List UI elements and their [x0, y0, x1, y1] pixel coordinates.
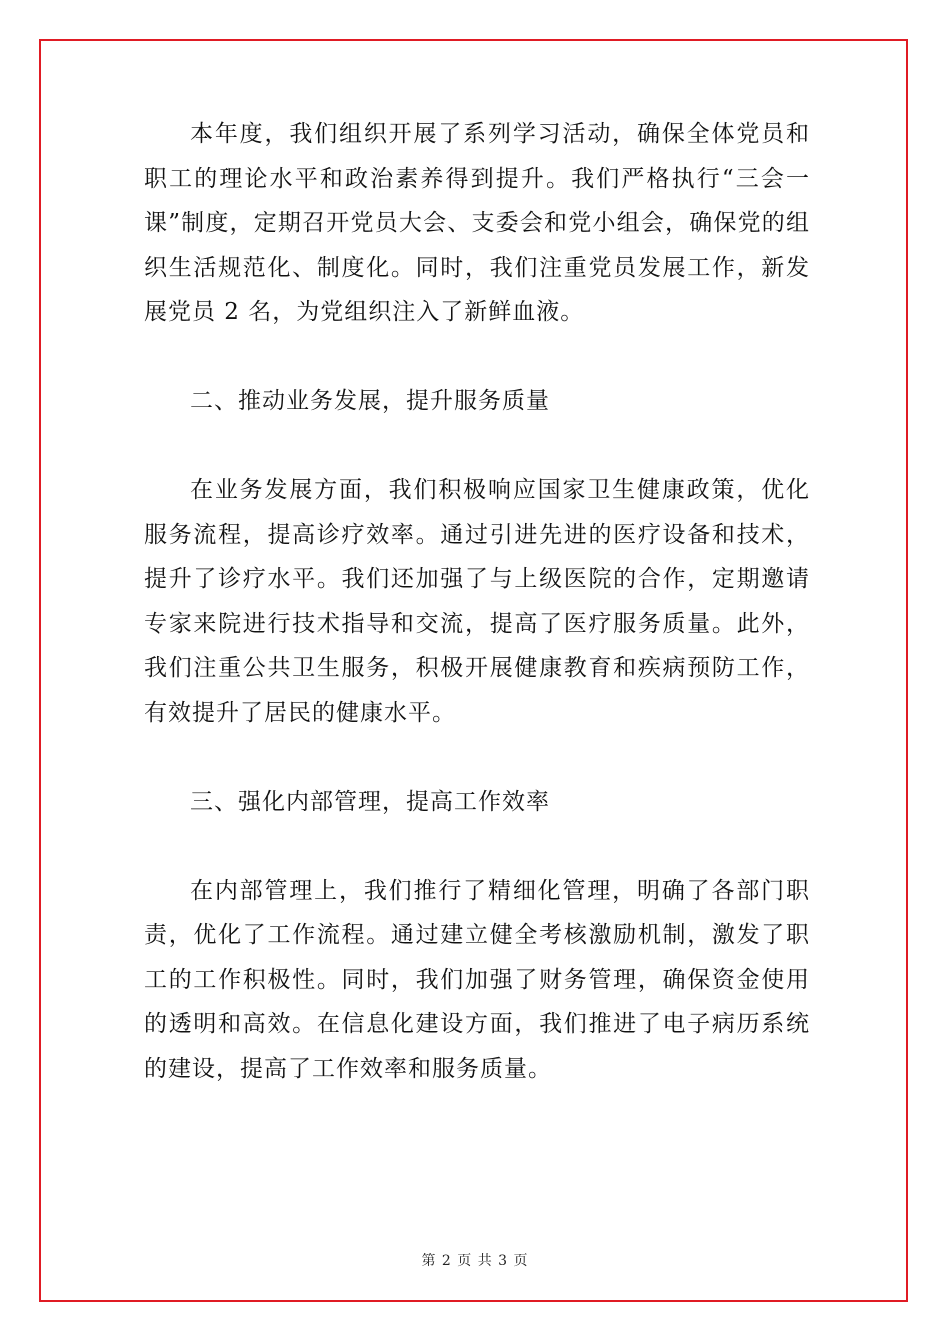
paragraph-gap	[144, 424, 810, 469]
paragraph-gap	[144, 335, 810, 380]
paragraph-gap	[144, 824, 810, 869]
document-body	[144, 112, 810, 1091]
page-number-footer: 第 2 页 共 3 页	[421, 1253, 529, 1269]
paragraph-party-building: 本年度，我们组织开展了系列学习活动，确保全体党员和职工的理论水平和政治素养得到提升。我们严格执行“三会一课”制度，定期召开党员大会、支委会和党小组会，确保党的组织生活规范化、制度化。同时，我们注重党员发展工作，新发展党员 2 名，为党组织注入了新鲜血液。	[144, 121, 810, 325]
paragraph-business-development: 在业务发展方面，我们积极响应国家卫生健康政策，优化服务流程，提高诊疗效率。通过引进先进的医疗设备和技术，提升了诊疗水平。我们还加强了与上级医院的合作，定期邀请专家来院进行技术指导和交流，提高了医疗服务质量。此外，我们注重公共卫生服务，积极开展健康教育和疾病预防工作，有效提升了居民的健康水平。	[144, 477, 810, 726]
section-heading-business: 二、推动业务发展，提升服务质量	[190, 388, 550, 414]
paragraph-internal-management: 在内部管理上，我们推行了精细化管理，明确了各部门职责，优化了工作流程。通过建立健全考核激励机制，激发了职工的工作积极性。同时，我们加强了财务管理，确保资金使用的透明和高效。在信息化建设方面，我们推进了电子病历系统的建设，提高了工作效率和服务质量。	[144, 877, 810, 1082]
paragraph-gap	[144, 735, 810, 780]
section-heading-management: 三、强化内部管理，提高工作效率	[190, 788, 550, 815]
